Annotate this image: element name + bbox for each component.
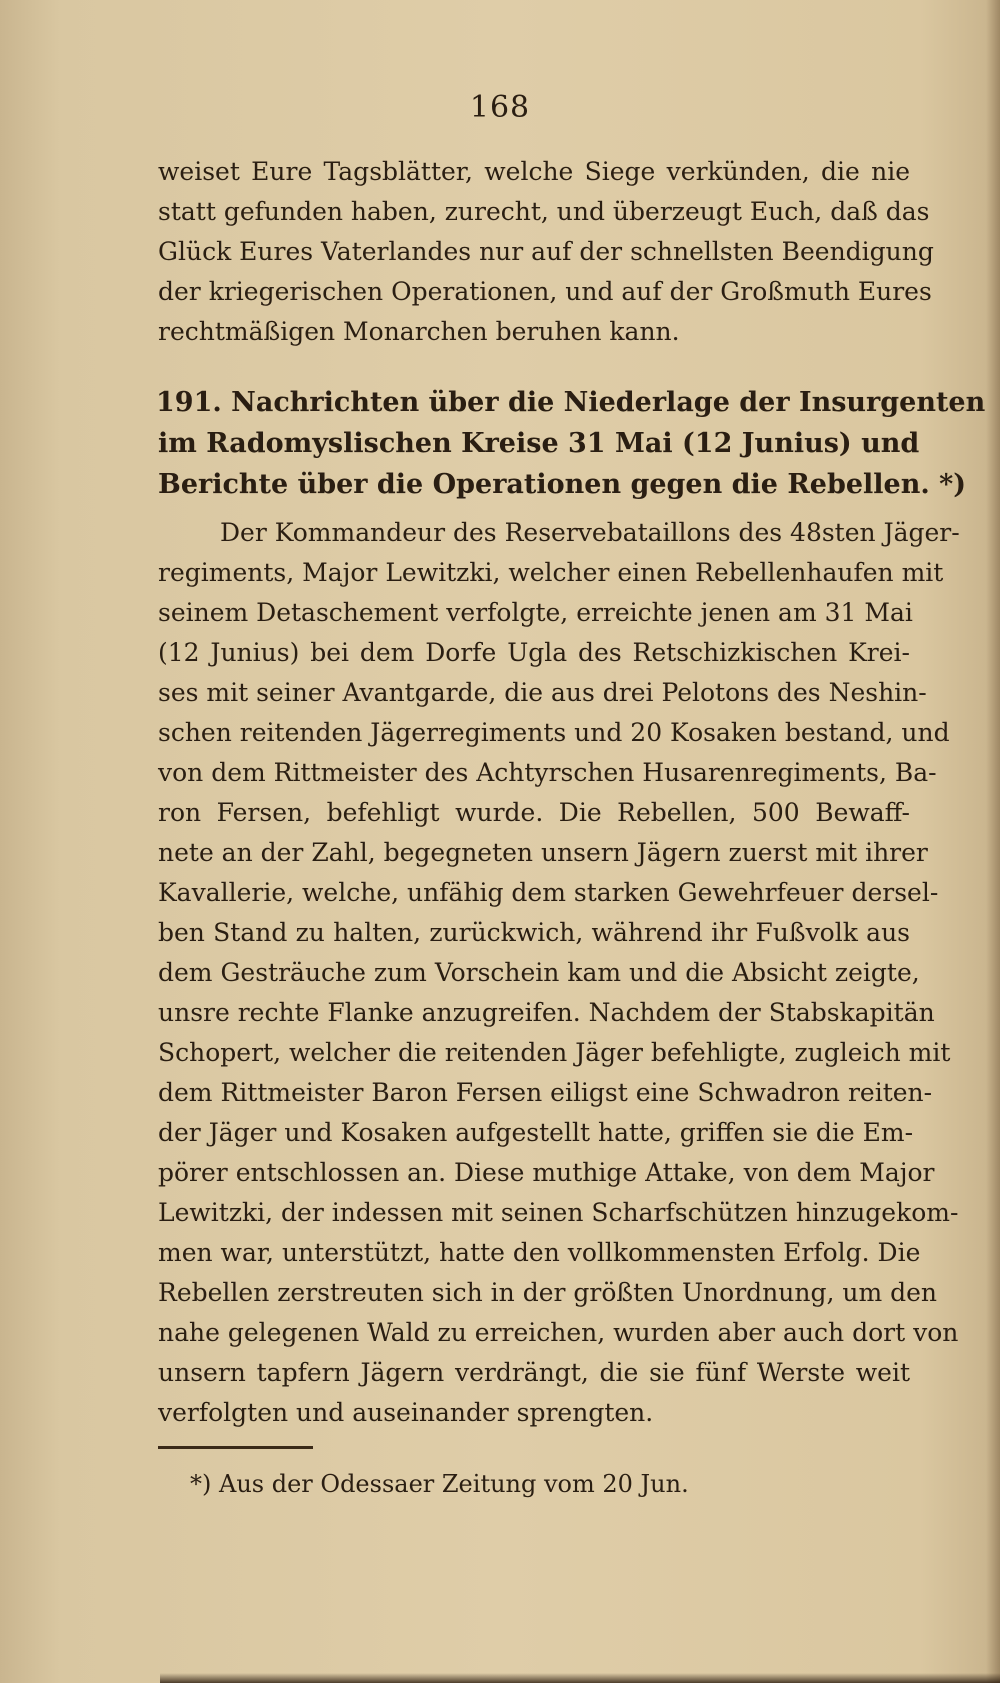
- text-line: schen reitenden Jägerregiments und 20 Kosaken bestand, und: [158, 718, 950, 747]
- text-line: Glück Eures Vaterlandes nur auf der schnellsten Beendigung: [158, 237, 934, 266]
- text-line: pörer entschlossen an. Diese muthige Attake, von dem Major: [158, 1158, 935, 1187]
- text-line: der kriegerischen Operationen, und auf der Großmuth Eures: [158, 277, 932, 306]
- text-line: ron Fersen, befehligt wurde. Die Rebellen, 500 Bewaff-: [158, 798, 910, 827]
- text-line: Der Kommandeur des Reservebataillons des 48sten Jäger-: [220, 518, 960, 547]
- page-bottom-shadow: [160, 1673, 1000, 1683]
- page-edge-shadow: [986, 0, 1000, 1683]
- text-line: verfolgten und auseinander sprengten.: [158, 1398, 654, 1427]
- text-line: Lewitzki, der indessen mit seinen Scharfschützen hinzugekom-: [158, 1198, 959, 1227]
- intro-paragraph: [158, 152, 934, 352]
- heading-line: Berichte über die Operationen gegen die Rebellen. *): [158, 469, 967, 500]
- text-line: weiset Eure Tagsblätter, welche Siege verkünden, die nie: [158, 157, 910, 186]
- text-line: unsern tapfern Jägern verdrängt, die sie fünf Werste weit: [158, 1358, 910, 1387]
- text-line: ses mit seiner Avantgarde, die aus drei Pelotons des Neshin-: [158, 678, 927, 707]
- section-heading: [156, 382, 986, 505]
- text-line: regiments, Major Lewitzki, welcher einen Rebellenhaufen mit: [158, 558, 944, 587]
- text-line: (12 Junius) bei dem Dorfe Ugla des Retschizkischen Krei-: [158, 638, 910, 667]
- text-line: rechtmäßigen Monarchen beruhen kann.: [158, 317, 680, 346]
- text-line: von dem Rittmeister des Achtyrschen Husarenregiments, Ba-: [158, 758, 937, 787]
- text-line: der Jäger und Kosaken aufgestellt hatte, griffen sie die Em-: [158, 1118, 914, 1147]
- text-line: nete an der Zahl, begegneten unsern Jägern zuerst mit ihrer: [158, 838, 928, 867]
- heading-line: im Radomyslischen Kreise 31 Mai (12 Junius) und: [158, 428, 920, 459]
- text-line: dem Rittmeister Baron Fersen eiligst eine Schwadron reiten-: [158, 1078, 933, 1107]
- footnote-divider: [158, 1446, 313, 1449]
- footnote: *) Aus der Odessaer Zeitung vom 20 Jun.: [190, 1470, 689, 1498]
- text-line: unsre rechte Flanke anzugreifen. Nachdem der Stabskapitän: [158, 998, 935, 1027]
- text-line: Kavallerie, welche, unfähig dem starken Gewehrfeuer dersel-: [158, 878, 939, 907]
- page-number: 168: [469, 90, 531, 125]
- text-line: statt gefunden haben, zurecht, und überzeugt Euch, daß das: [158, 197, 930, 226]
- text-line: ben Stand zu halten, zurückwich, während ihr Fußvolk aus: [158, 918, 910, 947]
- body-paragraph: [158, 513, 960, 1433]
- text-line: seinem Detaschement verfolgte, erreichte jenen am 31 Mai: [158, 598, 913, 627]
- heading-line: 191. Nachrichten über die Niederlage der Insurgenten: [156, 387, 986, 418]
- text-line: dem Gesträuche zum Vorschein kam und die Absicht zeigte,: [158, 958, 920, 987]
- text-line: Rebellen zerstreuten sich in der größten Unordnung, um den: [158, 1278, 938, 1307]
- text-line: Schopert, welcher die reitenden Jäger befehligte, zugleich mit: [158, 1038, 951, 1067]
- text-line: men war, unterstützt, hatte den vollkommensten Erfolg. Die: [158, 1238, 921, 1267]
- text-line: nahe gelegenen Wald zu erreichen, wurden aber auch dort von: [158, 1318, 959, 1347]
